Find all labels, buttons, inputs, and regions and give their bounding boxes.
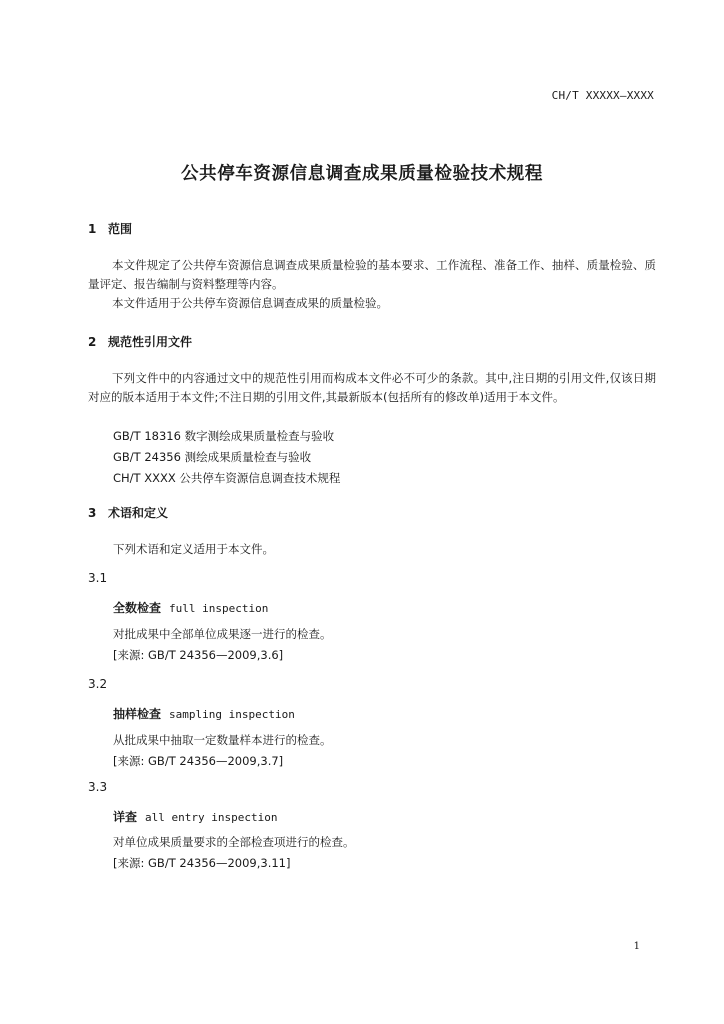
term-definition-block: [113, 730, 332, 772]
section-2-heading: [88, 333, 192, 350]
term-definition: 对单位成果质量要求的全部检查项进行的检查。: [113, 835, 355, 849]
term-number: 3.2: [88, 677, 108, 691]
normative-references-list: [113, 426, 340, 489]
section-3-intro: 下列术语和定义适用于本文件。: [113, 542, 274, 556]
term-zh: 抽样检查: [113, 707, 162, 721]
term-definition: 对批成果中全部单位成果逐一进行的检查。: [113, 627, 332, 641]
document-title: 公共停车资源信息调查成果质量检验技术规程: [181, 164, 543, 184]
paragraph: 本文件适用于公共停车资源信息调查成果的质量检验。: [112, 296, 388, 310]
section-number: 2: [88, 335, 97, 349]
term-en: all entry inspection: [145, 811, 278, 824]
term-source: [来源: GB/T 24356—2009,3.7]: [113, 754, 284, 768]
reference-item: GB/T 24356 测绘成果质量检查与验收: [113, 450, 312, 464]
term-source: [来源: GB/T 24356—2009,3.11]: [113, 856, 291, 870]
section-3-heading: [88, 504, 168, 521]
term-number: 3.3: [88, 780, 108, 794]
term-en: sampling inspection: [169, 708, 295, 721]
term-definition-block: [113, 624, 332, 666]
page-number: 1: [633, 941, 640, 952]
section-1-heading: [88, 220, 132, 237]
reference-item: GB/T 18316 数字测绘成果质量检查与验收: [113, 429, 335, 443]
term-zh: 详查: [113, 810, 138, 824]
section-number: 3: [88, 506, 97, 520]
term-heading: [113, 705, 295, 722]
reference-item: CH/T XXXX 公共停车资源信息调查技术规程: [113, 471, 341, 485]
term-source: [来源: GB/T 24356—2009,3.6]: [113, 648, 284, 662]
term-definition: 从批成果中抽取一定数量样本进行的检查。: [113, 733, 332, 747]
term-heading: [113, 808, 277, 825]
section-2-body: [88, 369, 656, 407]
paragraph: 本文件规定了公共停车资源信息调查成果质量检验的基本要求、工作流程、准备工作、抽样、质量检验、质量评定、报告编制与资料整理等内容。: [88, 258, 656, 291]
section-title: 范围: [108, 222, 133, 236]
section-title: 术语和定义: [108, 506, 169, 520]
paragraph: 下列文件中的内容通过文中的规范性引用而构成本文件必不可少的条款。其中,注日期的引用文件,仅该日期对应的版本适用于本文件;不注日期的引用文件,其最新版本(包括所有的修改单)适用于本文件。: [88, 371, 656, 404]
section-title: 规范性引用文件: [108, 335, 193, 349]
term-heading: [113, 599, 268, 616]
section-1-body: [88, 256, 656, 313]
section-number: 1: [88, 222, 97, 236]
term-definition-block: [113, 832, 355, 874]
term-en: full inspection: [169, 602, 269, 615]
term-number: 3.1: [88, 571, 108, 585]
term-zh: 全数检查: [113, 601, 162, 615]
standard-code-header: CH/T XXXXX—XXXX: [551, 89, 654, 102]
